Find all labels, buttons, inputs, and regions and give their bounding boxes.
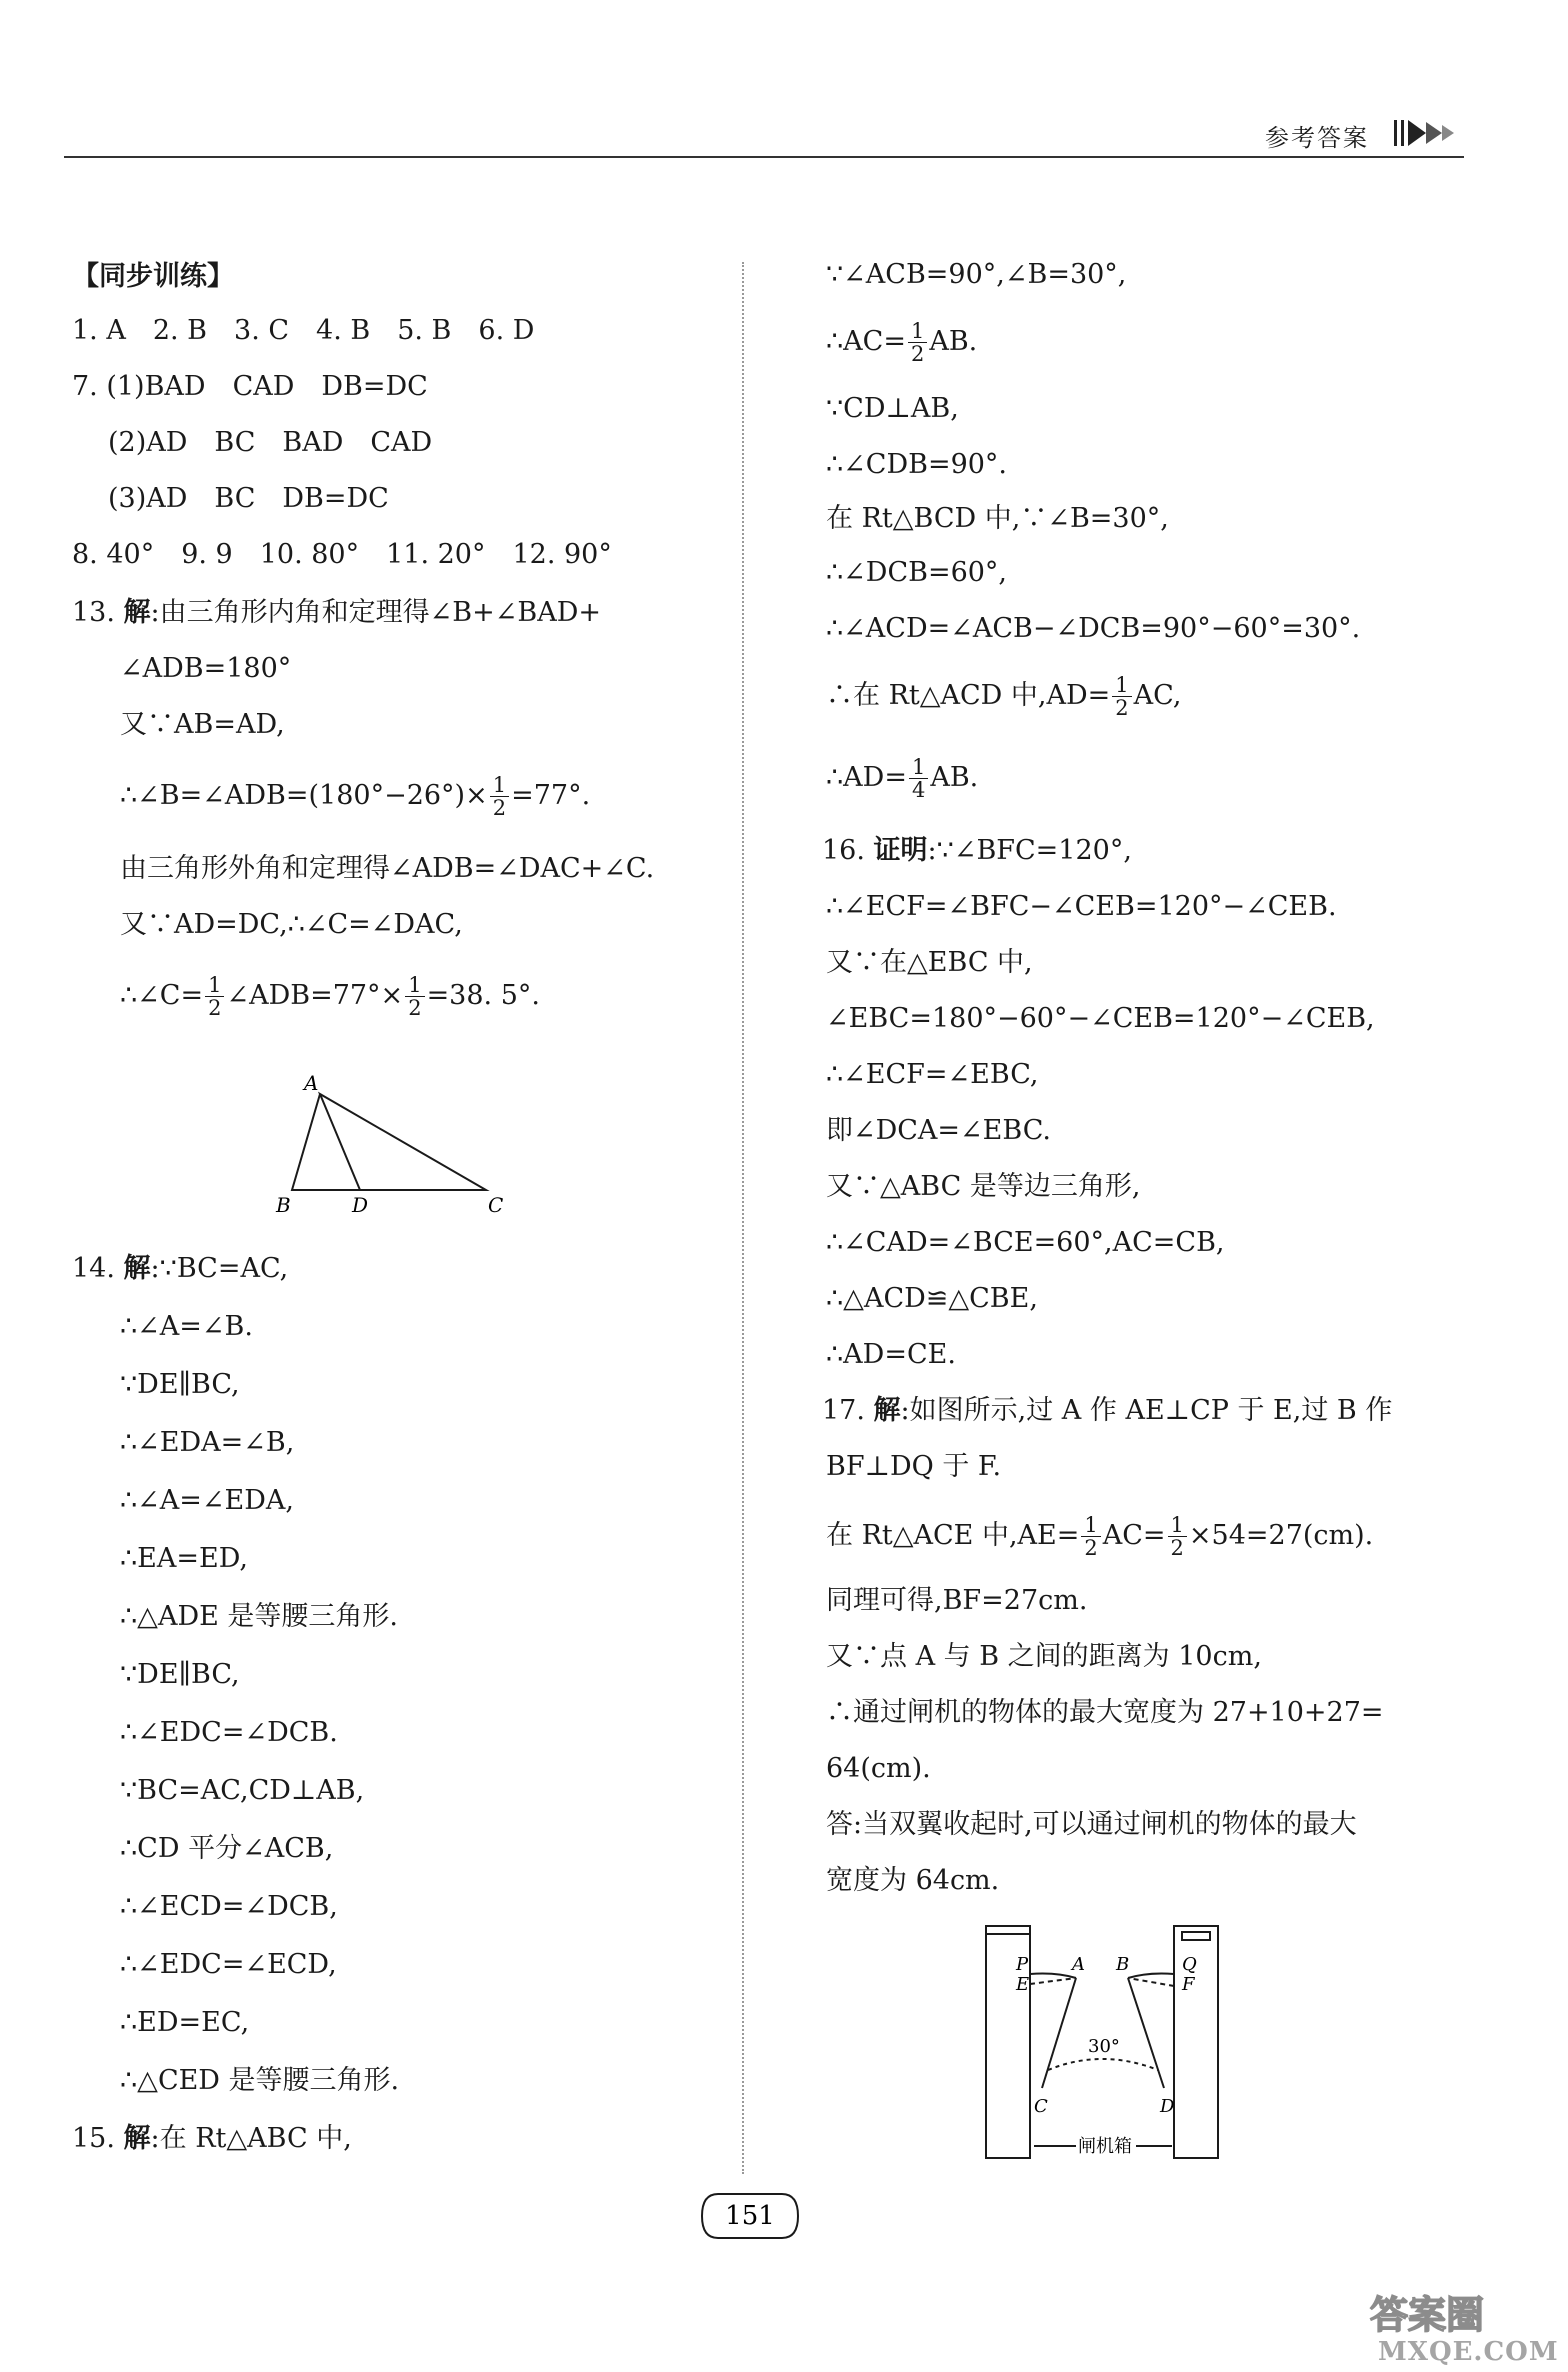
frac-denominator: 2	[1170, 1536, 1184, 1560]
angle-label: 30°	[1088, 2036, 1120, 2057]
header-title: 参考答案	[1265, 124, 1369, 152]
q13-line-4	[120, 774, 590, 819]
gate-caption: 闸机箱	[1078, 2136, 1132, 2157]
label-D: D	[352, 1193, 369, 1217]
answer-line-7: 7. (1)BAD CAD DB=DC	[72, 371, 428, 402]
header-rule	[64, 156, 1464, 158]
label-C: C	[1034, 2096, 1048, 2117]
site-watermark	[1364, 2286, 1560, 2366]
q15-line: ∵CD⊥AB,	[826, 393, 959, 424]
label-C: C	[488, 1193, 504, 1217]
frac-numerator: 1	[909, 756, 928, 779]
q15-line: ∵∠ACB=90°,∠B=30°,	[826, 259, 1127, 290]
q15-jie: 解	[123, 2123, 151, 2154]
q15-text: ∴AD=	[826, 762, 907, 793]
q15-line	[826, 756, 978, 801]
q16-line: ∴AD=CE.	[826, 1339, 956, 1370]
label-E: E	[1016, 1974, 1030, 1995]
q14-line: ∴△CED 是等腰三角形.	[120, 2065, 400, 2096]
q14-jie: 解	[123, 1253, 151, 1284]
q13-line-3: 又∵AB=AD,	[120, 709, 285, 740]
q16-line: 即∠DCA=∠EBC.	[826, 1115, 1052, 1146]
frac-numerator: 1	[1168, 1514, 1187, 1537]
q17-line: 宽度为 64cm.	[826, 1865, 1000, 1896]
frac-numerator: 1	[1112, 674, 1131, 697]
q17-line: 答:当双翼收起时,可以通过闸机的物体的最大	[826, 1809, 1357, 1840]
q14-text-1: :∵BC=AC,	[150, 1253, 289, 1284]
q15-text: AC,	[1133, 680, 1182, 711]
q15-text: AB.	[929, 326, 978, 357]
q15-line-1	[72, 2122, 352, 2156]
q13-text-4a: ∴∠B=∠ADB=(180°−26°)×	[120, 780, 488, 811]
q14-line: ∴∠EDC=∠DCB.	[120, 1717, 338, 1748]
q13-line-7	[120, 974, 540, 1019]
q16-line: ∴∠ECF=∠EBC,	[826, 1059, 1039, 1090]
q16-text-1: :∵∠BFC=120°,	[927, 835, 1132, 866]
q13-text-7a: ∴∠C=	[120, 980, 204, 1011]
label-P: P	[1016, 1954, 1029, 1975]
label-B: B	[1116, 1954, 1130, 1975]
q15-line	[826, 674, 1181, 719]
q14-line: ∴∠A=∠B.	[120, 1311, 253, 1342]
q16-line-1	[822, 834, 1132, 868]
q16-line: ∴∠CAD=∠BCE=60°,AC=CB,	[826, 1227, 1225, 1258]
arrow-right-icon	[1392, 116, 1464, 150]
frac-denominator: 4	[911, 778, 926, 802]
q14-line: ∴∠A=∠EDA,	[120, 1485, 294, 1516]
q14-line: ∵BC=AC,CD⊥AB,	[120, 1775, 365, 1806]
q13-text-7b: ∠ADB=77°×	[226, 980, 404, 1011]
q17-line: 又∵点 A 与 B 之间的距离为 10cm,	[826, 1641, 1262, 1672]
fraction-half	[490, 774, 509, 819]
frac-numerator: 1	[405, 974, 424, 997]
q13-jie: 解	[123, 597, 151, 628]
frac-denominator: 2	[910, 342, 925, 366]
q15-text-1: :在 Rt△ABC 中,	[150, 2123, 352, 2154]
q13-text-4b: =77°.	[511, 780, 591, 811]
q15-label: 15.	[72, 2123, 115, 2154]
q17-line	[826, 1514, 1373, 1559]
section-title: 【同步训练】	[72, 261, 234, 292]
q14-line: ∵DE∥BC,	[120, 1659, 240, 1690]
q13-line-5: 由三角形外角和定理得∠ADB=∠DAC+∠C.	[120, 853, 655, 884]
q13-text-1: :由三角形内角和定理得∠B+∠BAD+	[150, 597, 601, 628]
q15-text: ∴在 Rt△ACD 中,AD=	[826, 680, 1111, 711]
label-A: A	[1072, 1954, 1085, 1975]
frac-numerator: 1	[1081, 1514, 1100, 1537]
q14-line: ∴CD 平分∠ACB,	[120, 1833, 334, 1864]
q13-text-7c: =38. 5°.	[426, 980, 540, 1011]
fraction-half	[1081, 1514, 1100, 1559]
q17-text: ×54=27(cm).	[1188, 1520, 1374, 1551]
q16-zm: 证明	[873, 835, 928, 866]
q15-line: ∴∠DCB=60°,	[826, 557, 1008, 588]
label-D: D	[1160, 2096, 1175, 2117]
q17-line: ∴通过闸机的物体的最大宽度为 27+10+27=	[826, 1697, 1384, 1728]
frac-denominator: 2	[1084, 1536, 1098, 1560]
q13-label: 13.	[72, 597, 115, 628]
page-number-badge	[700, 2190, 800, 2242]
fraction-half	[405, 974, 424, 1019]
q13-line-1	[72, 596, 601, 630]
q14-line: ∴∠EDA=∠B,	[120, 1427, 295, 1458]
q14-line: ∴EA=ED,	[120, 1543, 248, 1574]
q15-line: 在 Rt△BCD 中,∵∠B=30°,	[826, 503, 1169, 534]
fraction-quarter	[909, 756, 928, 801]
q13-line-2: ∠ADB=180°	[120, 653, 292, 684]
answer-line-7-2: (2)AD BC BAD CAD	[108, 427, 433, 458]
q16-line: ∴∠ECF=∠BFC−∠CEB=120°−∠CEB.	[826, 891, 1337, 922]
q16-line: 又∵△ABC 是等边三角形,	[826, 1171, 1141, 1202]
q14-line: ∴△ADE 是等腰三角形.	[120, 1601, 398, 1632]
q17-line: BF⊥DQ 于 F.	[826, 1451, 1002, 1482]
q13-line-6: 又∵AD=DC,∴∠C=∠DAC,	[120, 909, 463, 940]
turnstile-figure	[976, 1920, 1276, 2170]
page-number: 151	[725, 2201, 775, 2231]
frac-denominator: 2	[208, 996, 222, 1020]
q16-line: ∴△ACD≌△CBE,	[826, 1283, 1038, 1314]
fraction-half	[1112, 674, 1131, 719]
q17-line: 64(cm).	[826, 1753, 931, 1784]
label-F: F	[1182, 1974, 1195, 1995]
answer-line-7-3: (3)AD BC DB=DC	[108, 483, 389, 514]
frac-numerator: 1	[490, 774, 509, 797]
q17-line: 同理可得,BF=27cm.	[826, 1585, 1088, 1616]
q14-line: ∴∠EDC=∠ECD,	[120, 1949, 337, 1980]
q15-text: ∴AC=	[826, 326, 906, 357]
frac-numerator: 1	[908, 320, 927, 343]
fraction-half	[1168, 1514, 1187, 1559]
answer-line-8: 8. 40° 9. 9 10. 80° 11. 20° 12. 90°	[72, 539, 612, 570]
triangle-lines	[292, 1094, 486, 1190]
q16-label: 16.	[822, 835, 865, 866]
q15-line: ∴∠ACD=∠ACB−∠DCB=90°−60°=30°.	[826, 613, 1361, 644]
frac-denominator: 2	[492, 796, 507, 820]
q15-line	[826, 320, 977, 365]
q17-label: 17.	[822, 1395, 865, 1426]
fraction-half	[908, 320, 927, 365]
q14-label: 14.	[72, 1253, 115, 1284]
q14-line: ∵DE∥BC,	[120, 1369, 240, 1400]
frac-denominator: 2	[1115, 696, 1129, 720]
q15-text: AB.	[930, 762, 979, 793]
q16-line: 又∵在△EBC 中,	[826, 947, 1033, 978]
label-Q: Q	[1182, 1954, 1197, 1975]
q14-line: ∴∠ECD=∠DCB,	[120, 1891, 338, 1922]
frac-denominator: 2	[408, 996, 422, 1020]
triangle-figure	[262, 1068, 612, 1218]
column-divider	[742, 262, 744, 2174]
q17-text: 在 Rt△ACE 中,AE=	[826, 1520, 1080, 1551]
q17-line-1	[822, 1394, 1392, 1428]
watermark-top: 答案圈	[1370, 2292, 1485, 2337]
label-B: B	[276, 1193, 291, 1217]
q17-text-1: :如图所示,过 A 作 AE⊥CP 于 E,过 B 作	[900, 1395, 1393, 1426]
q14-line: ∴ED=EC,	[120, 2007, 250, 2038]
watermark-bottom: MXQE.COM	[1378, 2337, 1559, 2366]
q15-line: ∴∠CDB=90°.	[826, 449, 1008, 480]
q14-line-1	[72, 1252, 288, 1286]
q17-jie: 解	[873, 1395, 901, 1426]
label-A: A	[304, 1071, 319, 1095]
q17-text: AC=	[1102, 1520, 1166, 1551]
answer-line-1: 1. A 2. B 3. C 4. B 5. B 6. D	[72, 315, 535, 346]
fraction-half	[205, 974, 224, 1019]
frac-numerator: 1	[205, 974, 224, 997]
q16-line: ∠EBC=180°−60°−∠CEB=120°−∠CEB,	[826, 1003, 1375, 1034]
